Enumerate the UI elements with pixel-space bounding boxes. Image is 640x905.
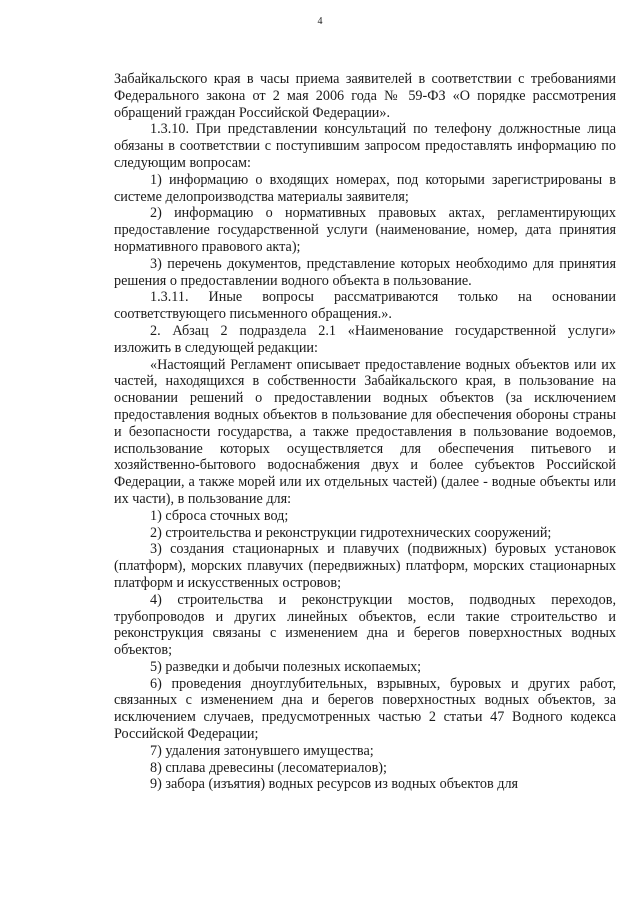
list-item: 1) информацию о входящих номерах, под которыми зарегистрированы в системе делопроизводства материалы заявителя; (114, 171, 616, 205)
paragraph-regulation-text: «Настоящий Регламент описывает предоставление водных объектов или их частей, находящихся в собственности Забайкальского края, в пользование на основании решений о предоставлении водных объектов (за исключением предоставления водных объектов в пользование для обеспечения обороны страны и безопасности государства, а также предоставления в пользование водоемов, использование которых осуществляется для обеспечения питьевого и хозяйственно-бытового водоснабжения двух и более субъектов Российской Федерации, а также морей или их отдельных частей) (далее - водные объекты или их части), в пользование для: (114, 356, 616, 507)
paragraph-amendment-2: 2. Абзац 2 подраздела 2.1 «Наименование государственной услуги» изложить в следующей редакции: (114, 322, 616, 356)
list-item: 3) перечень документов, представление которых необходимо для принятия решения о предоставлении водного объекта в пользование. (114, 255, 616, 289)
list-item: 1) сброса сточных вод; (150, 507, 289, 524)
paragraph-continuation: Забайкальского края в часы приема заявителей в соответствии с требованиями Федерального закона от 2 мая 2006 года № 59-ФЗ «О порядке рассмотрения обращений граждан Российской Федерации». (114, 71, 616, 121)
paragraph-1-3-10: 1.3.10. При представлении консультаций по телефону должностные лица обязаны в соответствии с поступившим запросом предоставлять информацию по следующим вопросам: (114, 121, 616, 171)
list-item: 9) забора (изъятия) водных ресурсов из водных объектов для (150, 776, 519, 793)
list-item: 2) информацию о нормативных правовых актах, регламентирующих предоставление государственной услуги (наименование, номер, дата принятия нормативного правового акта); (114, 205, 616, 255)
page-number: 4 (317, 16, 323, 27)
list-item: 2) строительства и реконструкции гидротехнических сооружений; (150, 524, 552, 541)
list-item: 5) разведки и добычи полезных ископаемых; (150, 658, 422, 675)
paragraph-1-3-11: 1.3.11. Иные вопросы рассматриваются только на основании соответствующего письменного обращения.». (114, 289, 616, 323)
list-item: 8) сплава древесины (лесоматериалов); (150, 759, 387, 776)
document-body (114, 71, 616, 793)
list-item: 7) удаления затонувшего имущества; (150, 742, 374, 759)
list-item: 6) проведения дноуглубительных, взрывных, буровых и других работ, связанных с изменением дна и берегов поверхностных водных объектов, за исключением случаев, предусмотренных частью 2 статьи 47 Водного кодекса Российской Федерации; (114, 675, 616, 743)
list-item: 4) строительства и реконструкции мостов, подводных переходов, трубопроводов и других линейных объектов, если такие строительство и реконструкция связаны с изменением дна и берегов поверхностных водных объектов; (114, 591, 616, 659)
list-item: 3) создания стационарных и плавучих (подвижных) буровых установок (платформ), морских плавучих (передвижных) платформ, морских стационарных платформ и искусственных островов; (114, 541, 616, 591)
